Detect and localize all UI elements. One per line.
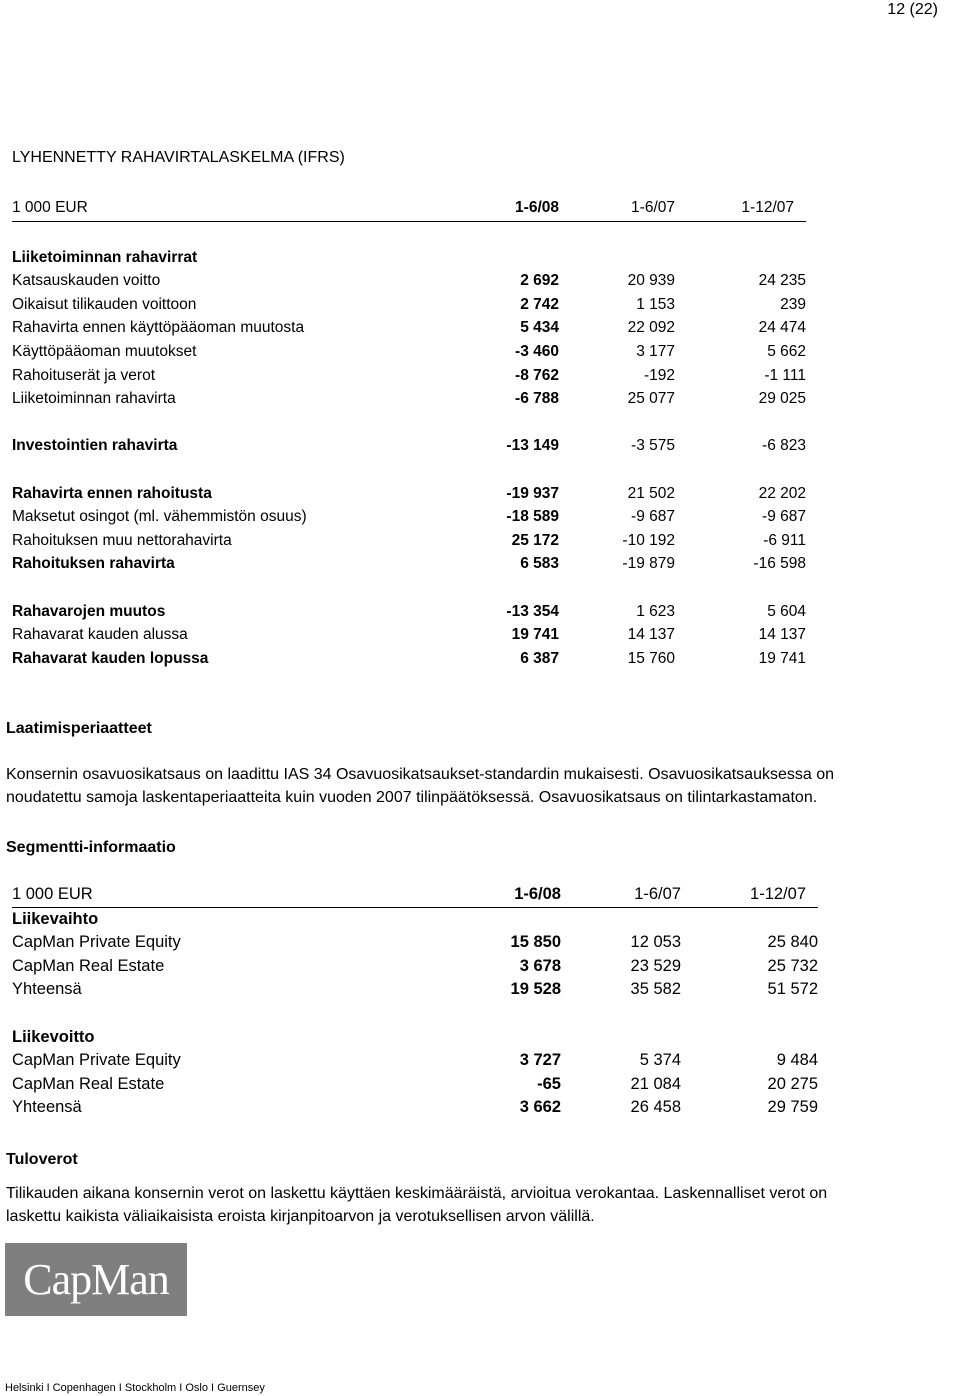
row-label: CapMan Private Equity (12, 933, 181, 952)
row-value-2: 1 153 (636, 295, 675, 313)
table-row (12, 293, 806, 317)
header-period-3: 1-12/07 (681, 883, 818, 907)
row-value-2: -192 (643, 366, 675, 384)
table-row (12, 647, 806, 671)
row-label: Rahoituksen muu nettorahavirta (12, 531, 232, 549)
segment-table (12, 883, 818, 1120)
taxes-text-line-1: Tilikauden aikana konsernin verot on laskettu käyttäen keskimääräistä, arvioitua verokantaa. Laskennalliset verot on (6, 1185, 828, 1202)
table-row (12, 269, 806, 293)
row-label: CapMan Real Estate (12, 1074, 165, 1093)
row-value-2: -19 879 (622, 555, 675, 573)
row-value-1: 5 434 (520, 319, 559, 337)
table-row (12, 340, 806, 364)
row-value-3: 25 840 (767, 933, 818, 952)
row-value-3: 29 025 (758, 390, 806, 408)
row-value-2: 23 529 (630, 956, 681, 975)
accounting-text-line-2: noudatettu samoja laskentaperiaatteita kuin vuoden 2007 tilinpäätöksessä. Osavuosikatsaus on tilintarkastamaton. (6, 789, 818, 806)
row-value-2: 21 502 (627, 484, 675, 502)
taxes-heading: Tuloverot (6, 1151, 78, 1168)
row-value-3: 22 202 (758, 484, 806, 502)
row-value-1: 3 727 (519, 1051, 561, 1070)
row-value-3: -6 911 (763, 531, 806, 549)
row-label: Rahavarat kauden alussa (12, 626, 188, 644)
row-value-2: -3 575 (631, 437, 675, 455)
row-value-2: 3 177 (636, 342, 675, 360)
row-value-1: 2 692 (520, 272, 559, 290)
table-row (12, 978, 818, 1002)
footer-locations: Helsinki I Copenhagen I Stockholm I Oslo I Guernsey (5, 1382, 265, 1394)
row-value-1: 2 742 (520, 295, 559, 313)
table-row (12, 623, 806, 647)
row-label: CapMan Private Equity (12, 1051, 181, 1070)
row-value-2: 1 623 (636, 602, 675, 620)
row-label: CapMan Real Estate (12, 956, 165, 975)
table-header-row (12, 195, 806, 222)
row-value-1: 3 662 (519, 1098, 561, 1117)
header-unit: 1 000 EUR (12, 883, 452, 907)
row-label: Rahoituksen rahavirta (12, 555, 175, 573)
row-label: Liiketoiminnan rahavirta (12, 390, 176, 408)
row-label: Katsauskauden voitto (12, 272, 161, 290)
row-value-2: 25 077 (627, 390, 675, 408)
segment-heading: Segmentti-informaatio (6, 839, 176, 856)
row-value-3: 25 732 (767, 956, 818, 975)
row-value-3: -16 598 (753, 555, 806, 573)
row-value-2: 5 374 (639, 1051, 681, 1070)
profit-title: Liikevoitto (12, 1027, 95, 1046)
table-row (12, 246, 806, 270)
row-value-1: 19 741 (511, 626, 559, 644)
table-row (12, 387, 806, 411)
page-number: 12 (22) (887, 1, 938, 18)
table-row (12, 1026, 818, 1050)
row-value-2: 21 084 (630, 1074, 681, 1093)
row-label: Liiketoiminnan rahavirrat (12, 248, 198, 266)
table-row (12, 1049, 818, 1073)
page-title: LYHENNETTY RAHAVIRTALASKELMA (IFRS) (12, 149, 345, 166)
table-row (12, 931, 818, 955)
capman-logo: CapMan (5, 1243, 187, 1316)
accounting-text-line-1: Konsernin osavuosikatsaus on laadittu IAS 34 Osavuosikatsaukset-standardin mukaisesti. Osavuosikatsauksessa on (6, 766, 834, 783)
row-label: Rahoituserät ja verot (12, 366, 156, 384)
row-value-1: -18 589 (506, 508, 559, 526)
header-period-2: 1-6/07 (561, 883, 681, 907)
row-value-3: 239 (780, 295, 806, 313)
row-value-3: 19 741 (758, 649, 806, 667)
row-value-3: 29 759 (767, 1098, 818, 1117)
row-value-1: 15 850 (510, 933, 561, 952)
row-label: Yhteensä (12, 980, 82, 999)
row-value-2: -9 687 (631, 508, 675, 526)
row-value-1: 19 528 (510, 980, 561, 999)
header-period-1: 1-6/08 (452, 883, 561, 907)
header-period-1: 1-6/08 (452, 195, 559, 222)
table-row (12, 552, 806, 576)
row-value-3: 9 484 (776, 1051, 818, 1070)
row-label: Investointien rahavirta (12, 437, 178, 455)
row-value-1: 6 583 (520, 555, 559, 573)
row-label: Rahavarojen muutos (12, 602, 166, 620)
row-value-1: -65 (537, 1074, 561, 1093)
table-row (12, 482, 806, 506)
row-value-2: 22 092 (627, 319, 675, 337)
row-label: Rahavirta ennen rahoitusta (12, 484, 212, 502)
row-value-2: 14 137 (627, 626, 675, 644)
table-header-row (12, 883, 818, 907)
row-value-2: -10 192 (622, 531, 675, 549)
table-row (12, 907, 818, 931)
row-value-1: -13 354 (506, 602, 559, 620)
row-value-1: -19 937 (506, 484, 559, 502)
table-row (12, 600, 806, 624)
row-value-3: 14 137 (758, 626, 806, 644)
accounting-heading: Laatimisperiaatteet (6, 720, 152, 737)
row-value-1: -6 788 (515, 390, 559, 408)
row-value-3: 5 604 (767, 602, 806, 620)
header-period-2: 1-6/07 (559, 195, 675, 222)
table-row (12, 364, 806, 388)
row-label: Maksetut osingot (ml. vähemmistön osuus) (12, 508, 307, 526)
taxes-text-line-2: laskettu kaikista väliaikaisista eroista kirjanpitoarvon ja verotuksellisen arvon välillä. (6, 1208, 595, 1225)
row-value-1: -8 762 (515, 366, 559, 384)
row-value-2: 35 582 (630, 980, 681, 999)
row-value-3: 24 235 (758, 272, 806, 290)
row-label: Käyttöpääoman muutokset (12, 342, 197, 360)
table-row (12, 1073, 818, 1097)
table-row (12, 955, 818, 979)
header-period-3: 1-12/07 (675, 195, 806, 222)
row-value-1: -3 460 (515, 342, 559, 360)
row-label: Yhteensä (12, 1098, 82, 1117)
row-value-2: 12 053 (630, 933, 681, 952)
cashflow-table (12, 195, 806, 670)
revenue-title: Liikevaihto (12, 909, 99, 928)
row-value-3: -1 111 (764, 366, 806, 384)
row-value-3: -9 687 (762, 508, 806, 526)
row-value-1: -13 149 (506, 437, 559, 455)
row-label: Rahavarat kauden lopussa (12, 649, 209, 667)
row-value-3: 24 474 (758, 319, 806, 337)
row-value-2: 20 939 (627, 272, 675, 290)
table-row (12, 505, 806, 529)
row-value-1: 3 678 (519, 956, 561, 975)
row-value-1: 25 172 (511, 531, 559, 549)
row-value-2: 26 458 (630, 1098, 681, 1117)
row-label: Oikaisut tilikauden voittoon (12, 295, 197, 313)
table-row (12, 316, 806, 340)
row-value-3: 51 572 (767, 980, 818, 999)
table-row (12, 529, 806, 553)
row-value-2: 15 760 (627, 649, 675, 667)
row-value-1: 6 387 (520, 649, 559, 667)
header-unit: 1 000 EUR (12, 195, 452, 222)
row-value-3: 20 275 (767, 1074, 818, 1093)
table-row (12, 1096, 818, 1120)
table-row (12, 434, 806, 458)
row-value-3: 5 662 (767, 342, 806, 360)
row-value-3: -6 823 (762, 437, 806, 455)
row-label: Rahavirta ennen käyttöpääoman muutosta (12, 319, 305, 337)
